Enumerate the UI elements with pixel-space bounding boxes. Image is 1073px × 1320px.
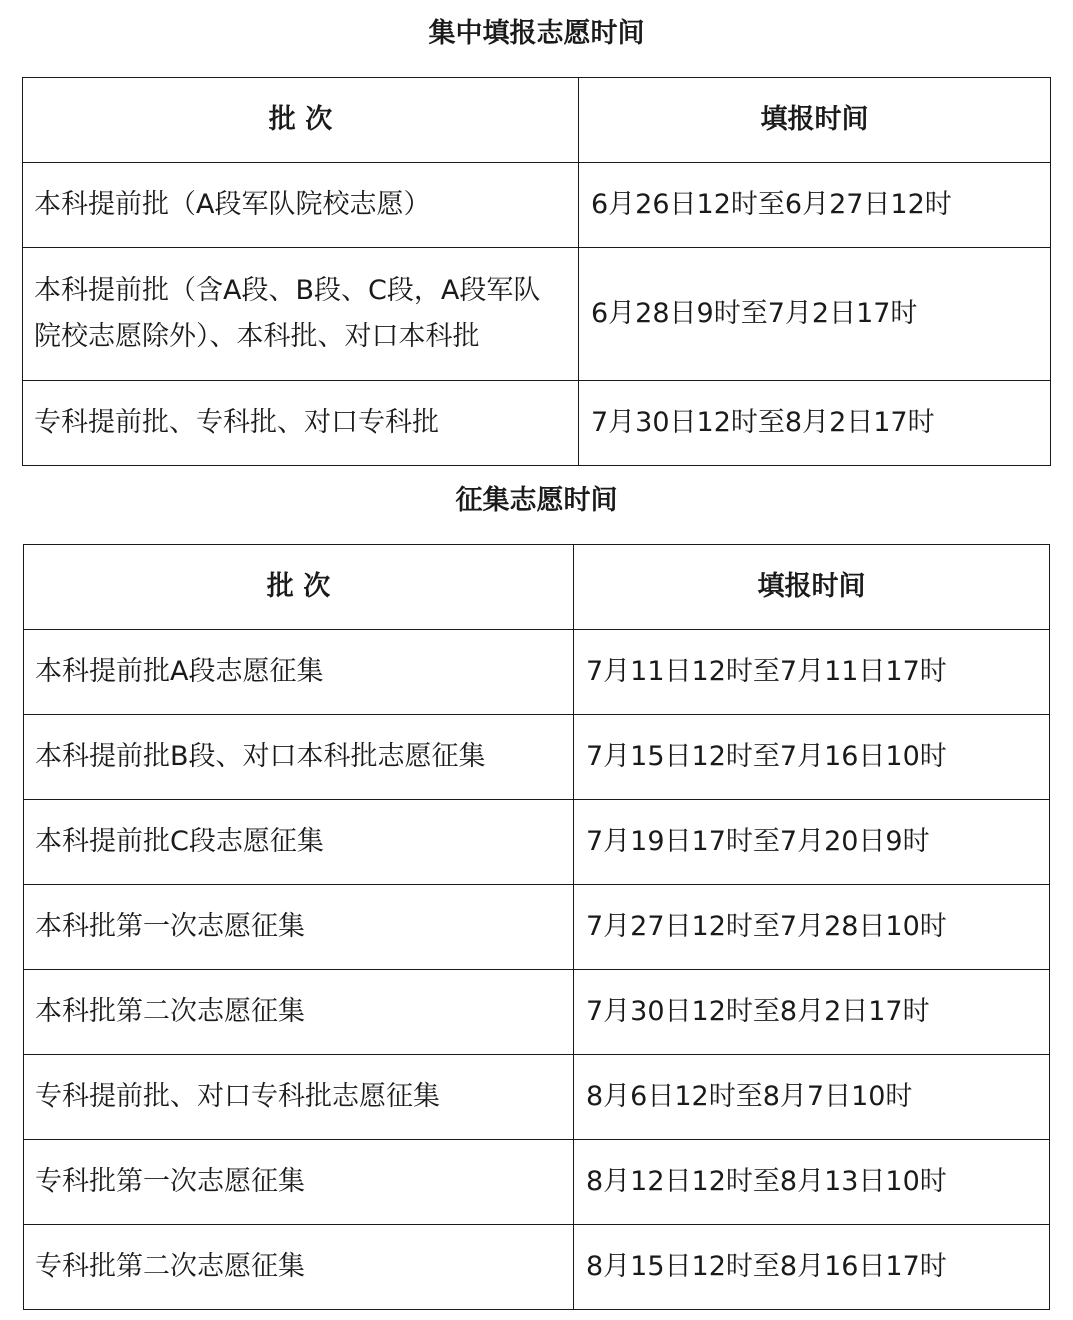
table-row	[23, 248, 1051, 381]
time-cell: 7月30日12时至8月2日17时	[579, 381, 1051, 466]
solicitation-schedule-table	[23, 544, 1050, 1310]
table-row	[23, 163, 1051, 248]
table-header-row	[24, 545, 1050, 630]
table-row	[24, 715, 1050, 800]
header-time: 填报时间	[574, 545, 1050, 630]
table-row	[24, 1225, 1050, 1310]
time-cell: 7月27日12时至7月28日10时	[574, 885, 1050, 970]
batch-cell: 专科批第一次志愿征集	[24, 1140, 574, 1225]
time-cell: 8月6日12时至8月7日10时	[574, 1055, 1050, 1140]
batch-cell: 专科提前批、对口专科批志愿征集	[24, 1055, 574, 1140]
batch-cell: 本科提前批A段志愿征集	[24, 630, 574, 715]
time-cell: 6月28日9时至7月2日17时	[579, 248, 1051, 381]
concentrated-schedule-table	[22, 77, 1051, 466]
section-title-solicitation: 征集志愿时间	[455, 485, 618, 516]
time-cell: 7月30日12时至8月2日17时	[574, 970, 1050, 1055]
batch-cell: 本科提前批B段、对口本科批志愿征集	[24, 715, 574, 800]
batch-cell: 专科批第二次志愿征集	[24, 1225, 574, 1310]
batch-cell: 本科提前批（含A段、B段、C段，A段军队院校志愿除外）、本科批、对口本科批	[23, 248, 579, 381]
table-row	[24, 885, 1050, 970]
table-row	[24, 1055, 1050, 1140]
time-cell: 7月11日12时至7月11日17时	[574, 630, 1050, 715]
table-row	[24, 630, 1050, 715]
table-row	[24, 1140, 1050, 1225]
batch-cell: 本科批第二次志愿征集	[24, 970, 574, 1055]
batch-cell: 本科提前批C段志愿征集	[24, 800, 574, 885]
table-row	[23, 381, 1051, 466]
batch-cell: 本科批第一次志愿征集	[24, 885, 574, 970]
time-cell: 8月12日12时至8月13日10时	[574, 1140, 1050, 1225]
table-row	[24, 970, 1050, 1055]
header-batch: 批 次	[24, 545, 574, 630]
batch-cell: 专科提前批、专科批、对口专科批	[23, 381, 579, 466]
table-header-row	[23, 78, 1051, 163]
section-title-concentrated: 集中填报志愿时间	[428, 18, 645, 49]
time-cell: 6月26日12时至6月27日12时	[579, 163, 1051, 248]
time-cell: 8月15日12时至8月16日17时	[574, 1225, 1050, 1310]
table-row	[24, 800, 1050, 885]
time-cell: 7月15日12时至7月16日10时	[574, 715, 1050, 800]
batch-cell: 本科提前批（A段军队院校志愿）	[23, 163, 579, 248]
time-cell: 7月19日17时至7月20日9时	[574, 800, 1050, 885]
header-batch: 批 次	[23, 78, 579, 163]
header-time: 填报时间	[579, 78, 1051, 163]
